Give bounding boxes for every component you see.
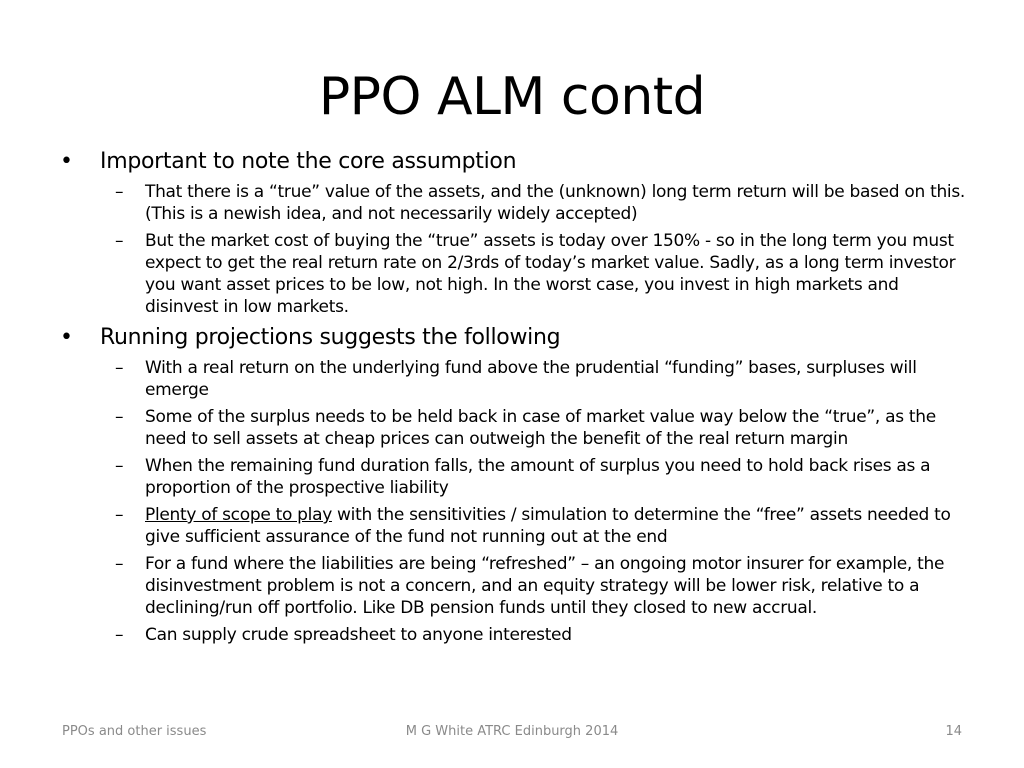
dash-marker: – [115, 505, 124, 525]
sub-bullet-item [115, 230, 974, 318]
dash-marker: – [115, 625, 124, 645]
dash-marker: – [115, 407, 124, 427]
bullet-item [60, 324, 984, 352]
sub-bullet-text: Some of the surplus needs to be held back in case of market value way below the “true”, as the need to sell assets at cheap prices can outweigh the benefit of the real return margin [145, 407, 936, 449]
sub-bullet-item [115, 455, 974, 499]
sub-bullet-item [115, 181, 974, 225]
sub-bullet-text: That there is a “true” value of the assets, and the (unknown) long term return will be based on this. (This is a newish idea, and not necessarily widely accepted) [145, 182, 966, 224]
sub-bullet-text: With a real return on the underlying fund above the prudential “funding” bases, surpluses will emerge [145, 358, 917, 400]
footer-center-text: M G White ATRC Edinburgh 2014 [405, 724, 619, 739]
dash-marker: – [115, 554, 124, 574]
sub-bullet-item [115, 504, 974, 548]
dash-marker: – [115, 231, 124, 251]
bullet-item [60, 148, 984, 176]
sub-bullet-text: For a fund where the liabilities are being “refreshed” – an ongoing motor insurer for example, the disinvestment problem is not a concern, and an equity strategy will be lower risk, relative to a declining/run off portfolio. Like DB pension funds until they closed to new accrual. [145, 554, 945, 618]
dash-marker: – [115, 182, 124, 202]
sub-bullet-item [115, 357, 974, 401]
slide-content [0, 148, 1024, 646]
sub-bullet-text: with the sensitivities / simulation to determine the “free” assets needed to give sufficient assurance of the fund not running out at the end [145, 505, 951, 547]
dash-marker: – [115, 358, 124, 378]
slide-title: PPO ALM contd [318, 67, 706, 127]
underlined-phrase: Plenty of scope to play [145, 505, 332, 525]
bullet-marker: • [60, 149, 73, 174]
bullet-marker: • [60, 325, 73, 350]
sub-bullet-text: Can supply crude spreadsheet to anyone interested [145, 625, 572, 645]
bullet-text: Important to note the core assumption [100, 149, 517, 174]
slide-number: 14 [945, 724, 962, 739]
sub-bullet-item [115, 553, 974, 619]
footer-left-text: PPOs and other issues [62, 724, 207, 739]
dash-marker: – [115, 456, 124, 476]
sub-bullet-item [115, 406, 974, 450]
sub-bullet-item [115, 624, 974, 646]
sub-bullet-text: But the market cost of buying the “true” assets is today over 150% - so in the long term you must expect to get the real return rate on 2/3rds of today’s market value. Sadly, as a long term investor you want asset prices to be low, not high. In the worst case, you invest in high markets and disinvest in low markets. [145, 231, 956, 317]
bullet-text: Running projections suggests the following [100, 325, 561, 350]
sub-bullet-text: When the remaining fund duration falls, the amount of surplus you need to hold back rises as a proportion of the prospective liability [145, 456, 931, 498]
